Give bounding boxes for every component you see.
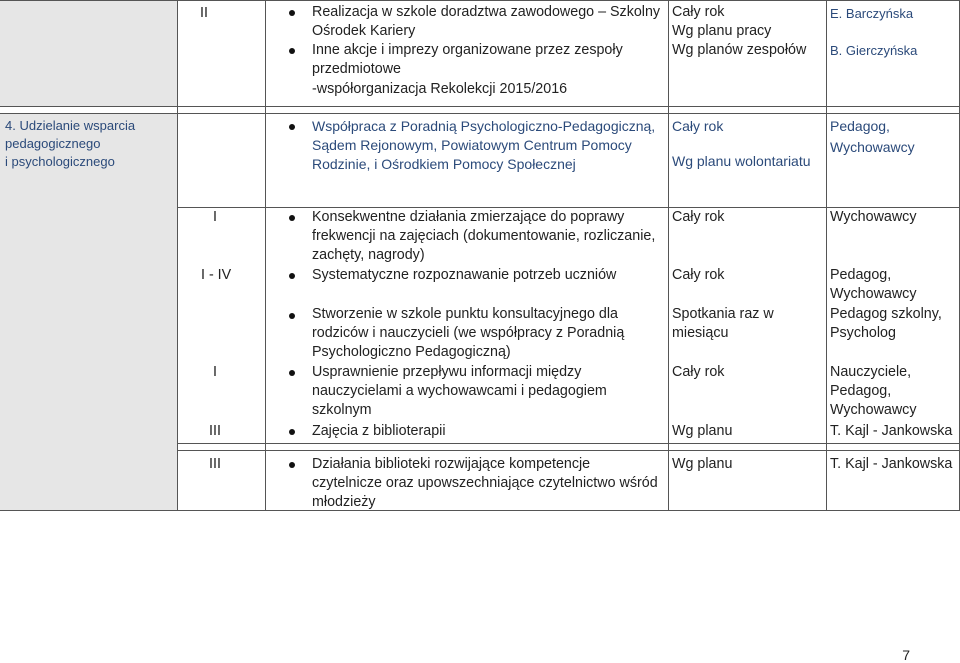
person-text: B. Gierczyńska: [830, 43, 918, 58]
activity-text: młodzieży: [312, 494, 376, 510]
section-level: I: [213, 364, 217, 380]
activity-text: Ośrodek Kariery: [312, 23, 416, 39]
bullet-icon: [289, 215, 295, 221]
bullet-icon: [289, 10, 295, 16]
activity-text: Zajęcia z biblioterapii: [312, 423, 446, 439]
activity-text: Rodzinie, i Ośrodkiem Pomocy Społecznej: [312, 156, 576, 172]
activity-text: nauczycielami a wychowawcami i pedagogiem: [312, 383, 607, 399]
activity-text: przedmiotowe: [312, 61, 401, 77]
term-text: Cały rok: [672, 267, 725, 283]
term-text: miesiącu: [672, 325, 729, 341]
term-text: Spotkania raz w: [672, 306, 774, 322]
activity-text: frekwencji na zajęciach (dokumentowanie, rozliczanie,: [312, 228, 656, 244]
bullet-icon: [289, 124, 295, 130]
person-text: Wychowawcy: [830, 139, 915, 155]
activity-text: zachęty, nagrody): [312, 247, 425, 263]
person-text: Pedagog,: [830, 118, 890, 134]
bullet-icon: [289, 313, 295, 319]
section-level: III: [209, 456, 221, 472]
activity-text: Realizacja w szkole doradztwa zawodowego – Szkolny: [312, 4, 661, 20]
person-text: Pedagog,: [830, 383, 892, 399]
person-text: Wychowawcy: [830, 286, 917, 302]
table-rule: [0, 106, 959, 107]
activity-text: rodziców i nauczycieli (we współpracy z Poradnią: [312, 325, 625, 341]
table-rule: [177, 0, 178, 511]
category-cell-support: [0, 113, 177, 510]
category-label: pedagogicznego: [5, 136, 101, 151]
activity-text: Stworzenie w szkole punktu konsultacyjnego dla: [312, 306, 618, 322]
table-rule: [0, 510, 959, 511]
table-rule: [0, 113, 959, 114]
section-level: III: [209, 423, 221, 439]
term-text: Cały rok: [672, 364, 725, 380]
term-text: Cały rok: [672, 118, 724, 134]
section-level: I: [213, 209, 217, 225]
term-text: Wg planu wolontariatu: [672, 153, 811, 169]
table-rule: [177, 450, 959, 451]
term-text: Wg planu: [672, 423, 733, 439]
bullet-icon: [289, 462, 295, 468]
person-text: T. Kajl - Jankowska: [830, 423, 953, 439]
activity-text: Sądem Rejonowym, Powiatowym Centrum Pomocy: [312, 137, 632, 153]
section-level: II: [200, 5, 208, 21]
bullet-icon: [289, 48, 295, 54]
table-rule: [177, 443, 959, 444]
person-text: Pedagog,: [830, 267, 892, 283]
activity-text: Inne akcje i imprezy organizowane przez zespoły: [312, 42, 623, 58]
person-text: Wychowawcy: [830, 402, 917, 418]
activity-text: -współorganizacja Rekolekcji 2015/2016: [312, 81, 568, 97]
person-text: Pedagog szkolny,: [830, 306, 942, 322]
table-rule: [0, 0, 959, 1]
person-text: T. Kajl - Jankowska: [830, 456, 953, 472]
table-rule: [826, 0, 827, 511]
bullet-icon: [289, 273, 295, 279]
table-rule: [265, 0, 266, 511]
person-text: Wychowawcy: [830, 209, 917, 225]
page-number: 7: [902, 647, 910, 663]
term-text: Wg planu: [672, 456, 733, 472]
activity-text: Psychologiczno Pedagogiczną): [312, 344, 511, 360]
term-text: Cały rok: [672, 209, 725, 225]
table-rule: [668, 0, 669, 511]
activity-text: czytelnicze oraz upowszechniające czytelnictwo wśród: [312, 475, 658, 491]
category-label: i psychologicznego: [5, 154, 115, 169]
activity-text: Konsekwentne działania zmierzające do poprawy: [312, 209, 625, 225]
term-text: Cały rok: [672, 4, 725, 20]
bullet-icon: [289, 429, 295, 435]
person-text: Nauczyciele,: [830, 364, 912, 380]
section-level: I - IV: [201, 267, 232, 283]
category-cell-top: [0, 0, 177, 106]
activity-text: Systematyczne rozpoznawanie potrzeb uczniów: [312, 267, 617, 283]
activity-text: szkolnym: [312, 402, 372, 418]
activity-text: Współpraca z Poradnią Psychologiczno-Pedagogiczną,: [312, 118, 656, 134]
activity-text: Działania biblioteki rozwijające kompetencje: [312, 456, 591, 472]
category-label: 4. Udzielanie wsparcia: [5, 118, 136, 133]
term-text: Wg planu pracy: [672, 23, 772, 39]
person-text: Psycholog: [830, 325, 896, 341]
bullet-icon: [289, 370, 295, 376]
activity-text: Usprawnienie przepływu informacji między: [312, 364, 582, 380]
term-text: Wg planów zespołów: [672, 42, 807, 58]
person-text: E. Barczyńska: [830, 6, 914, 21]
